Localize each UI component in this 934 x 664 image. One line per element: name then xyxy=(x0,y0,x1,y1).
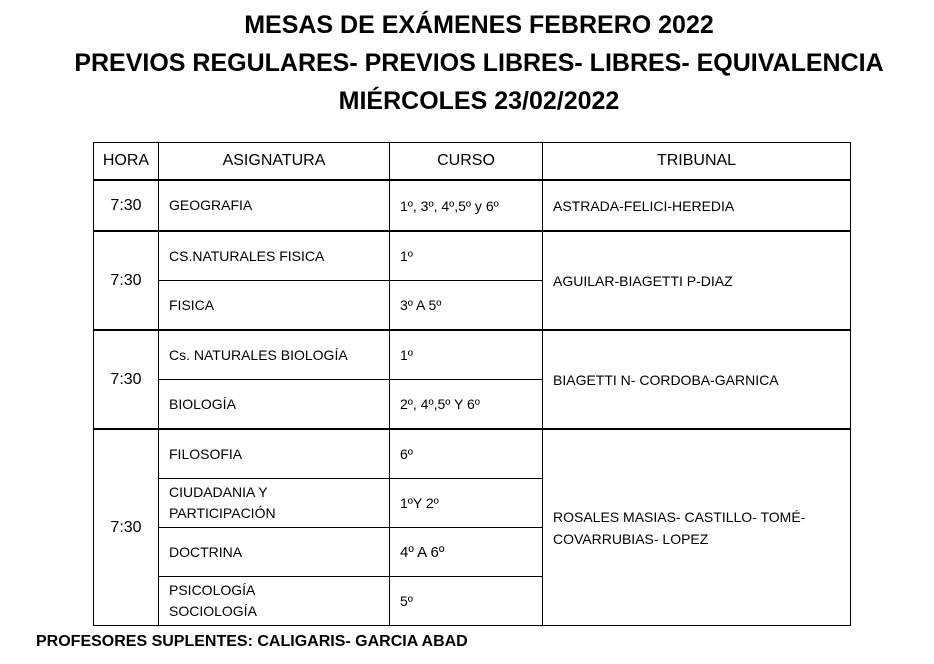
table-row xyxy=(94,429,851,479)
tribunal-line: COVARRUBIAS- LOPEZ xyxy=(553,530,709,547)
asignatura-cell: BIOLOGÍA xyxy=(159,380,390,430)
curso-cell: 2º, 4º,5º Y 6º xyxy=(390,380,543,430)
asignatura-cell xyxy=(159,479,390,528)
table-row xyxy=(94,231,851,281)
asignatura-cell: CS.NATURALES FISICA xyxy=(159,231,390,281)
curso-cell: 1º, 3º, 4º,5º y 6º xyxy=(390,180,543,231)
column-header-asignatura: ASIGNATURA xyxy=(159,143,390,181)
curso-cell: 1º xyxy=(390,231,543,281)
page-subtitle: PREVIOS REGULARES- PREVIOS LIBRES- LIBRES- EQUIVALENCIA xyxy=(74,49,884,77)
exam-date: MIÉRCOLES 23/02/2022 xyxy=(338,87,620,115)
table-row xyxy=(94,180,851,231)
table-header-row xyxy=(94,143,851,181)
asignatura-line: PARTICIPACIÓN xyxy=(169,505,276,521)
hora-cell: 7:30 xyxy=(94,429,159,626)
tribunal-cell: ASTRADA-FELICI-HEREDIA xyxy=(543,180,851,231)
column-header-tribunal: TRIBUNAL xyxy=(543,143,851,181)
column-header-curso: CURSO xyxy=(390,143,543,181)
asignatura-line: PSICOLOGÍA xyxy=(169,582,256,598)
asignatura-cell: Cs. NATURALES BIOLOGÍA xyxy=(159,330,390,380)
curso-cell: 1º xyxy=(390,330,543,380)
hora-cell: 7:30 xyxy=(94,330,159,429)
hora-cell: 7:30 xyxy=(94,180,159,231)
curso-cell: 1ºY 2º xyxy=(390,479,543,528)
substitute-teachers-note: PROFESORES SUPLENTES: CALIGARIS- GARCIA ABAD xyxy=(36,633,468,650)
document-header xyxy=(0,6,934,120)
tribunal-cell: BIAGETTI N- CORDOBA-GARNICA xyxy=(543,330,851,429)
tribunal-line: ROSALES MASIAS- CASTILLO- TOMÉ- xyxy=(553,508,806,525)
table-row xyxy=(94,330,851,380)
curso-cell: 4º A 6º xyxy=(390,528,543,577)
asignatura-line: CIUDADANIA Y xyxy=(169,484,268,500)
tribunal-cell: AGUILAR-BIAGETTI P-DIAZ xyxy=(543,231,851,330)
exam-schedule-table xyxy=(93,142,851,626)
hora-cell: 7:30 xyxy=(94,231,159,330)
curso-cell: 5º xyxy=(390,577,543,626)
column-header-hora: HORA xyxy=(94,143,159,181)
asignatura-cell: GEOGRAFIA xyxy=(159,180,390,231)
tribunal-cell xyxy=(543,429,851,626)
page-title: MESAS DE EXÁMENES FEBRERO 2022 xyxy=(244,11,714,39)
asignatura-cell: FILOSOFIA xyxy=(159,429,390,479)
asignatura-cell: DOCTRINA xyxy=(159,528,390,577)
asignatura-line: SOCIOLOGÍA xyxy=(169,603,257,619)
asignatura-cell xyxy=(159,577,390,626)
curso-cell: 3º A 5º xyxy=(390,281,543,331)
curso-cell: 6º xyxy=(390,429,543,479)
asignatura-cell: FISICA xyxy=(159,281,390,331)
